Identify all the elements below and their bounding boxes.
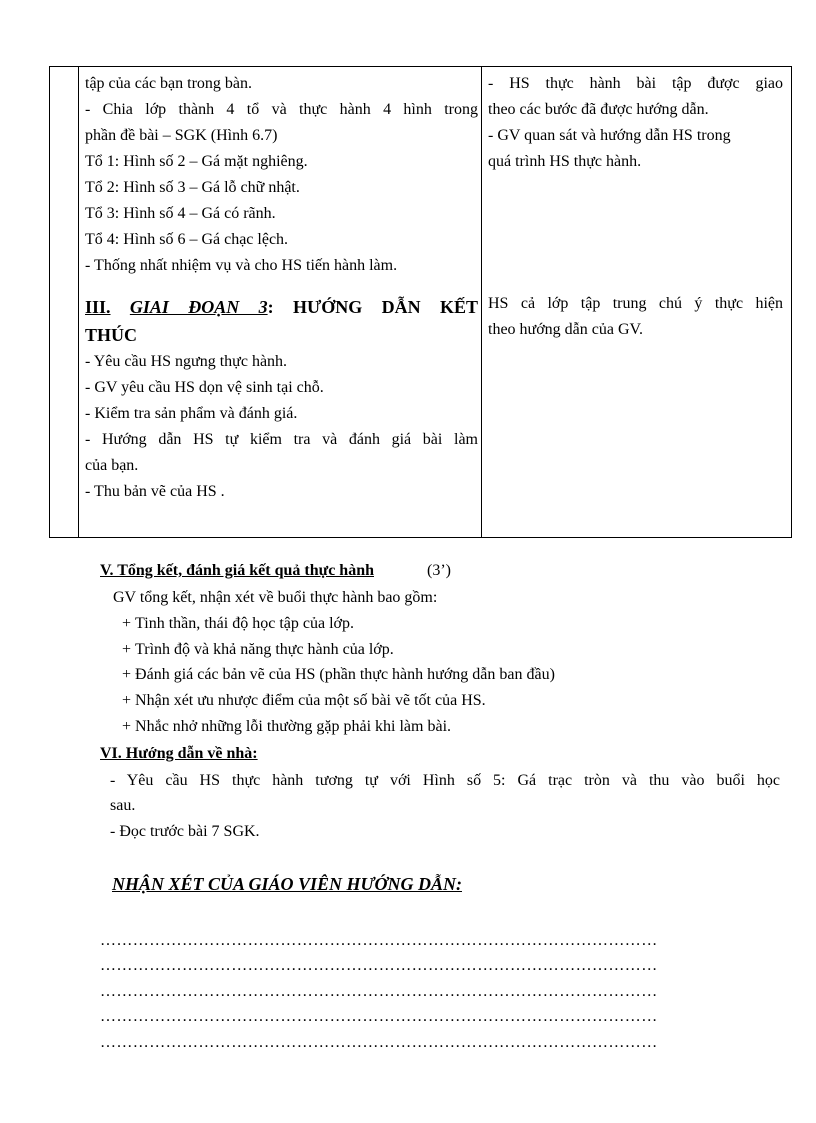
plus-icon: + bbox=[122, 615, 132, 632]
table-text-line: - HS thực hành bài tập được giao bbox=[488, 75, 783, 92]
review-dotted-line: ………………………………………………………………………………………… bbox=[100, 983, 658, 1000]
summary-intro: GV tổng kết, nhận xét về buổi thực hành bao gồm: bbox=[113, 589, 438, 606]
summary-item bbox=[122, 666, 555, 684]
summary-duration: (3’) bbox=[427, 562, 451, 579]
teacher-activity-cell bbox=[85, 71, 478, 505]
section-3-title-cont: THÚC bbox=[85, 325, 138, 345]
table-text-line: Tổ 4: Hình số 6 – Gá chạc lệch. bbox=[85, 231, 289, 248]
section-3-number: III. bbox=[85, 297, 111, 317]
table-text-line: - Thu bản vẽ của HS . bbox=[85, 483, 225, 500]
table-text-line: - GV yêu cầu HS dọn vệ sinh tại chỗ. bbox=[85, 379, 324, 396]
plus-icon: + bbox=[122, 718, 132, 735]
summary-item-text: Trình độ và khả năng thực hành của lớp. bbox=[135, 641, 394, 658]
section-3-name: GIAI ĐOẠN 3 bbox=[129, 297, 268, 317]
table-text-line: - Thống nhất nhiệm vụ và cho HS tiến hành làm. bbox=[85, 257, 398, 274]
table-text-line: theo hướng dẫn của GV. bbox=[488, 321, 644, 338]
summary-item-text: Đánh giá các bản vẽ của HS (phần thực hành hướng dẫn ban đầu) bbox=[135, 666, 555, 683]
summary-item bbox=[122, 692, 486, 710]
table-text-line: Tổ 3: Hình số 4 – Gá có rãnh. bbox=[85, 205, 276, 222]
review-dotted-line: ………………………………………………………………………………………… bbox=[100, 932, 658, 949]
summary-item bbox=[122, 718, 451, 736]
table-text-line: - Yêu cầu HS ngưng thực hành. bbox=[85, 353, 288, 370]
table-text-line: quá trình HS thực hành. bbox=[488, 153, 642, 170]
table-text-line: tập của các bạn trong bàn. bbox=[85, 75, 253, 92]
summary-item bbox=[122, 641, 394, 659]
section-3-heading bbox=[85, 293, 478, 349]
review-title: NHẬN XÉT CỦA GIÁO VIÊN HƯỚNG DẪN: bbox=[112, 874, 462, 894]
homework-line: - Đọc trước bài 7 SGK. bbox=[110, 823, 260, 840]
summary-title bbox=[100, 562, 374, 580]
review-dotted-line: ………………………………………………………………………………………… bbox=[100, 957, 658, 974]
table-text-line: - GV quan sát và hướng dẫn HS trong bbox=[488, 127, 731, 144]
table-text-line: - Chia lớp thành 4 tổ và thực hành 4 hình trong bbox=[85, 101, 478, 118]
column-divider-2 bbox=[481, 67, 482, 537]
plus-icon: + bbox=[122, 692, 132, 709]
table-text-line: - Hướng dẫn HS tự kiểm tra và đánh giá bài làm bbox=[85, 431, 478, 448]
summary-item bbox=[122, 615, 354, 633]
review-dotted-line: ………………………………………………………………………………………… bbox=[100, 1034, 658, 1051]
lesson-table bbox=[49, 66, 792, 538]
student-activity-cell bbox=[488, 71, 783, 343]
table-text-line: theo các bước đã được hướng dẫn. bbox=[488, 101, 709, 118]
summary-title-text: V. Tổng kết, đánh giá kết quả thực hành bbox=[100, 562, 374, 579]
table-text-line: Tổ 1: Hình số 2 – Gá mặt nghiêng. bbox=[85, 153, 308, 170]
plus-icon: + bbox=[122, 641, 132, 658]
summary-item-text: Tinh thần, thái độ học tập của lớp. bbox=[135, 615, 354, 632]
summary-item-text: Nhắc nhở những lỗi thường gặp phải khi làm bài. bbox=[135, 718, 452, 735]
table-text-line: - Kiểm tra sản phẩm và đánh giá. bbox=[85, 405, 298, 422]
table-text-line: của bạn. bbox=[85, 457, 139, 474]
table-text-line: HS cả lớp tập trung chú ý thực hiện bbox=[488, 295, 783, 312]
homework-line: - Yêu cầu HS thực hành tương tự với Hình số 5: Gá trạc tròn và thu vào buổi học bbox=[110, 772, 780, 789]
column-divider-1 bbox=[78, 67, 79, 537]
plus-icon: + bbox=[122, 666, 132, 683]
review-dotted-line: ………………………………………………………………………………………… bbox=[100, 1008, 658, 1025]
summary-item-text: Nhận xét ưu nhược điểm của một số bài vẽ tốt của HS. bbox=[135, 692, 486, 709]
table-text-line: phần đề bài – SGK (Hình 6.7) bbox=[85, 127, 278, 144]
table-text-line: Tổ 2: Hình số 3 – Gá lỗ chữ nhật. bbox=[85, 179, 300, 196]
homework-line-cont: sau. bbox=[110, 797, 136, 814]
homework-title: VI. Hướng dẫn về nhà: bbox=[100, 745, 258, 762]
section-3-title: : HƯỚNG DẪN KẾT bbox=[267, 297, 478, 317]
